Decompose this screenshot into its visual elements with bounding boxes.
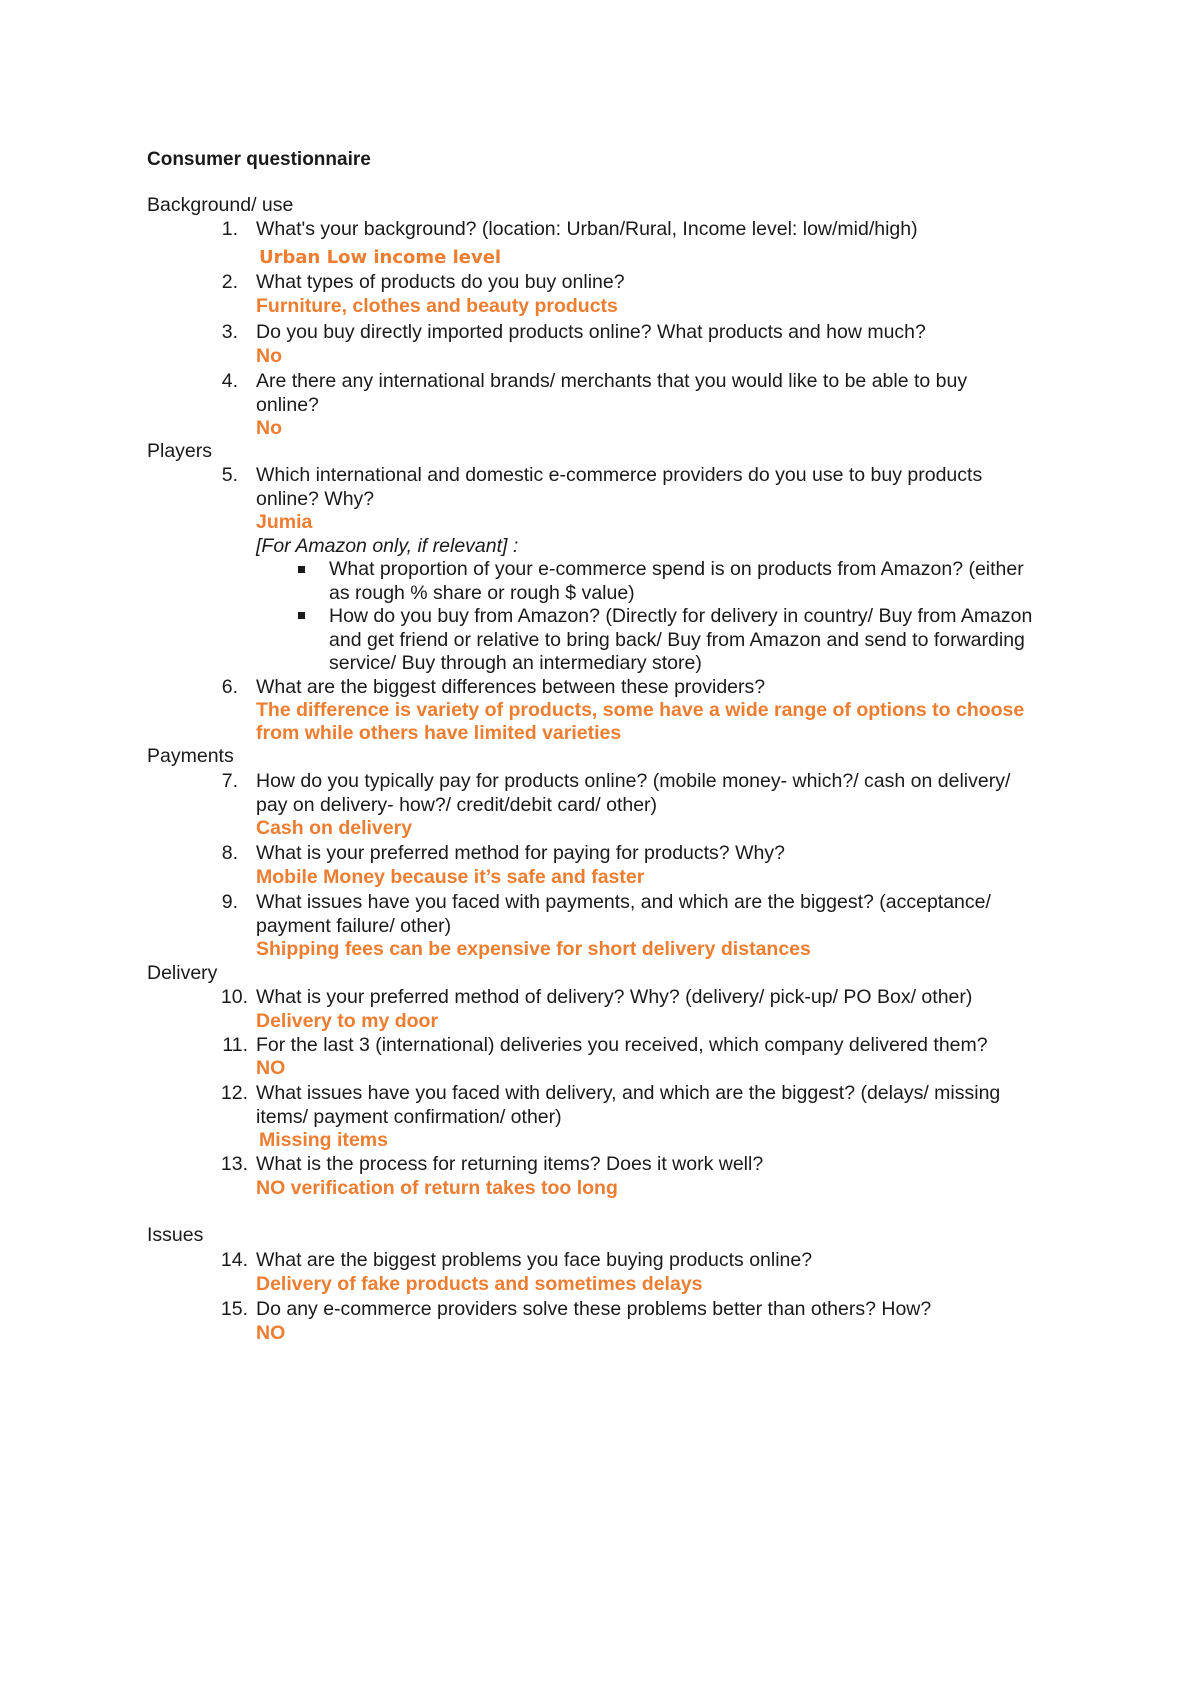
question-text: What issues have you faced with payments, and which are the biggest? (acceptance/ (256, 891, 991, 913)
amazon-note: [For Amazon only, if relevant] : (256, 535, 519, 557)
question-text: Do any e-commerce providers solve these problems better than others? How? (256, 1298, 932, 1320)
question-text: Are there any international brands/ merchants that you would like to be able to buy (256, 370, 968, 392)
answer-text: Jumia (256, 511, 313, 533)
question-text-continued: payment failure/ other) (256, 915, 452, 937)
section-heading-players: Players (147, 440, 213, 462)
section-heading-background: Background/ use (147, 194, 294, 216)
question-text: Do you buy directly imported products online? What products and how much? (256, 321, 926, 343)
question-text: What is your preferred method of delivery? Why? (delivery/ pick-up/ PO Box/ other) (256, 986, 973, 1008)
question-text: What issues have you faced with delivery, and which are the biggest? (delays/ missing (256, 1082, 1001, 1104)
answer-text: NO (256, 1057, 286, 1079)
question-number: 9. (221, 891, 238, 913)
sub-question-text-continued: and get friend or relative to bring back/ Buy from Amazon and send to forwarding (329, 629, 1025, 651)
question-number: 6. (221, 676, 238, 698)
question-number: 12. (220, 1082, 248, 1104)
sub-question-text: How do you buy from Amazon? (Directly for delivery in country/ Buy from Amazon (329, 605, 1033, 627)
answer-text: Shipping fees can be expensive for short delivery distances (256, 938, 811, 960)
section-heading-issues: Issues (147, 1224, 204, 1246)
question-text: What's your background? (location: Urban/Rural, Income level: low/mid/high) (256, 218, 918, 240)
question-text: For the last 3 (international) deliveries you received, which company delivered them? (256, 1034, 988, 1056)
answer-text: Delivery of fake products and sometimes delays (256, 1273, 703, 1295)
question-number: 14. (220, 1249, 248, 1271)
question-number: 2. (221, 271, 238, 293)
answer-text: The difference is variety of products, some have a wide range of options to choose (256, 699, 1025, 721)
question-number: 11. (222, 1034, 248, 1056)
section-heading-payments: Payments (147, 745, 234, 767)
question-text-continued: items/ payment confirmation/ other) (256, 1106, 562, 1128)
answer-text: Missing items (259, 1129, 388, 1151)
sub-question-text-continued: service/ Buy through an intermediary store) (329, 652, 702, 674)
sub-question-text-continued: as rough % share or rough $ value) (329, 582, 635, 604)
answer-text: No (256, 345, 282, 367)
question-number: 10. (220, 986, 248, 1008)
answer-text: Furniture, clothes and beauty products (256, 295, 618, 317)
question-text: What is the process for returning items? Does it work well? (256, 1153, 764, 1175)
sub-question-text: What proportion of your e-commerce spend is on products from Amazon? (either (329, 558, 1024, 580)
answer-text: Urban Low income level (259, 247, 502, 268)
question-text: What are the biggest differences between these providers? (256, 676, 766, 698)
question-number: 5. (221, 464, 238, 486)
question-text: How do you typically pay for products online? (mobile money- which?/ cash on delivery/ (256, 770, 1011, 792)
question-number: 8. (221, 842, 238, 864)
answer-text-continued: from while others have limited varieties (256, 722, 622, 744)
answer-text: No (256, 417, 282, 439)
document-title: Consumer questionnaire (147, 149, 371, 170)
question-number: 13. (220, 1153, 248, 1175)
bullet-marker (298, 612, 305, 619)
question-number: 4. (221, 370, 238, 392)
answer-text: NO verification of return takes too long (256, 1177, 618, 1199)
question-text-continued: online? (256, 394, 319, 416)
question-number: 1. (221, 218, 238, 240)
question-text: Which international and domestic e-commerce providers do you use to buy products (256, 464, 983, 486)
answer-text: NO (256, 1322, 286, 1344)
question-text: What are the biggest problems you face buying products online? (256, 1249, 813, 1271)
question-text-continued: online? Why? (256, 488, 375, 510)
section-heading-delivery: Delivery (147, 962, 218, 984)
question-text: What types of products do you buy online? (256, 271, 625, 293)
question-number: 3. (221, 321, 238, 343)
answer-text: Mobile Money because it’s safe and faster (256, 866, 645, 888)
question-number: 7. (221, 770, 238, 792)
question-number: 15. (220, 1298, 248, 1320)
bullet-marker (298, 566, 305, 573)
question-text: What is your preferred method for paying for products? Why? (256, 842, 785, 864)
answer-text: Delivery to my door (256, 1010, 439, 1032)
question-text-continued: pay on delivery- how?/ credit/debit card/ other) (256, 794, 658, 816)
answer-text: Cash on delivery (256, 817, 413, 839)
